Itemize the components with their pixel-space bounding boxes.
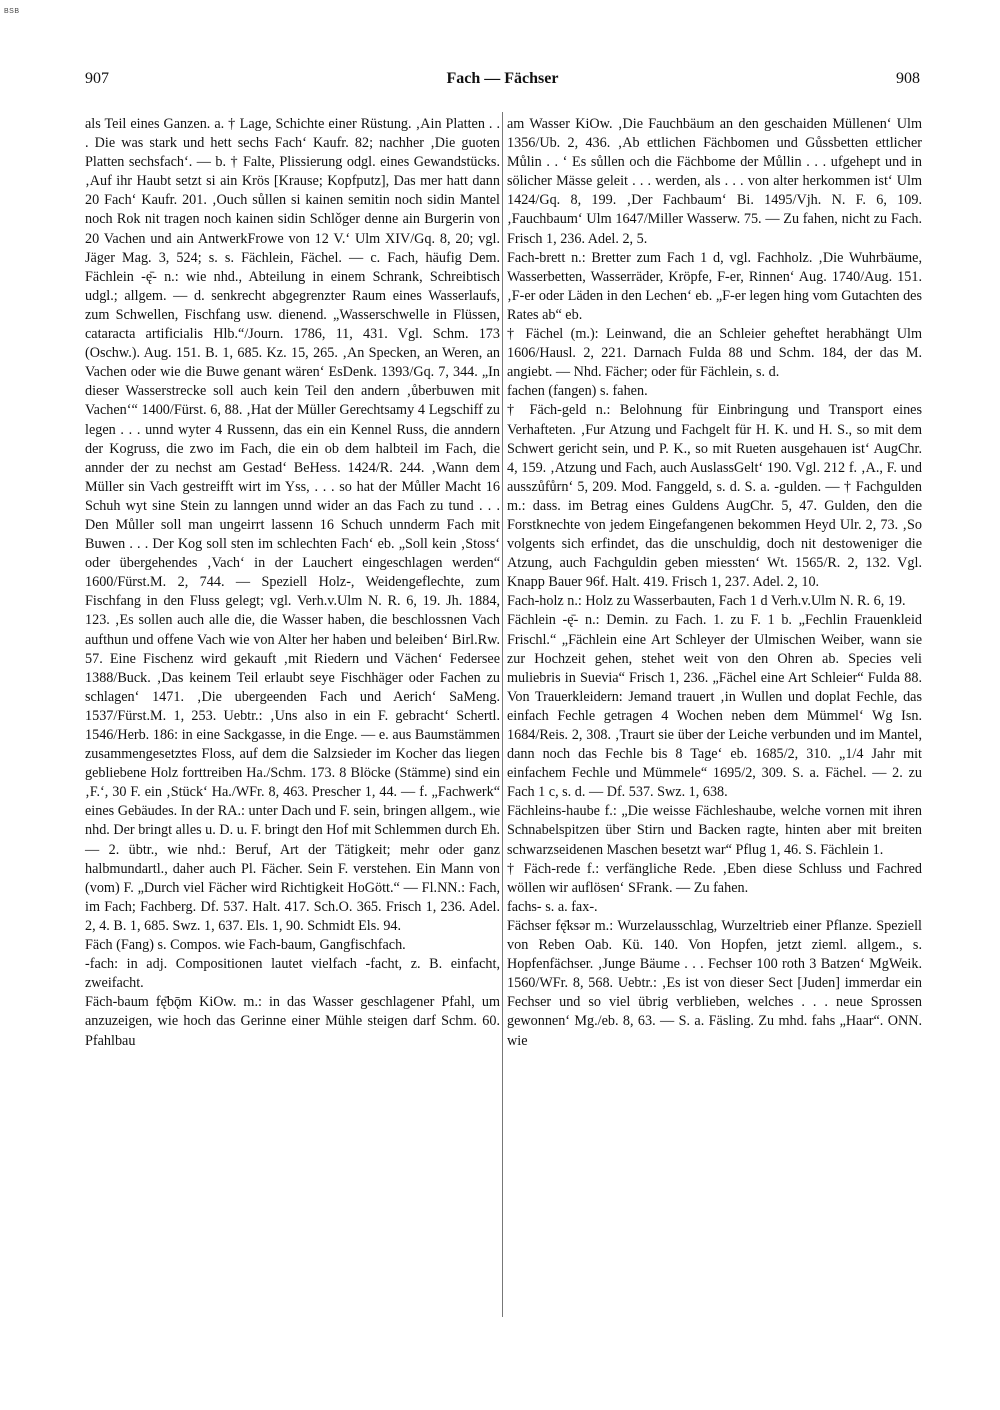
dictionary-entry: Fächser fę̄ksər m.: Wurzelausschlag, Wurzeltrieb einer Pflanze. Speziell von Reben Oab. Kü. 140. Von Hopfen, jetzt zieml. allgem., s. Hopfenfächser. ‚Junge Bäume . . . Fechser 100 roth 3 Batzen‘ MgWeik. 1560/WFr. 8, 568. Uebtr.: ‚Es ist von dieser Sect [Juden] immerdar ein Fechser und so viel übrig verblieben, welches . . . neue Sprossen gewonnen‘ Mg./eb. 8, 63. — S. a. Fäsling. Zu mhd. fahs „Haar“. ONN. wie	[507, 917, 922, 1049]
dictionary-entry: Fächlein -ę̄- n.: Demin. zu Fach. 1. zu F. 1 b. „Fechlin Frauenkleid Frischl.“ „Fächlein eine Art Schleyer der Ulmischen Weiber, wann sie zur Hochzeit gehen, stehet weit von den Ohren ab. Species veli muliebris in Suevia“ Frisch 1, 236. „Fächel eine Art Schleier“ Fulda 88. Von Trauerkleidern: Jemand trauert ‚in Wullen und doplat Fechle, das einfach Fechle getragen 4 Wochen neben dem Mümmel‘ Wg Isn. 1684/Reis. 2, 308. ‚Traurt sie über der Leiche verbunden und im Mantel, dann noch das Fechle bis 8 Tage‘ eb. 1685/2, 310. „1/4 Jahr mit einfachem Fechle und Mümmele“ 1695/2, 309. S. a. Fächel. — 2. zu Fach 1 c, s. d. — Df. 537. Swz. 1, 638.	[507, 612, 922, 801]
dictionary-entry: fachs- s. a. fax-.	[507, 898, 598, 915]
dictionary-entry: Fach-brett n.: Bretter zum Fach 1 d, vgl. Fachholz. ‚Die Wuhrbäume, Wasserbetten, Wasserräder, Kröpfe, F-er, Rinnen‘ Aug. 1740/Aug. 151. ‚F-er oder Läden in den Lechen‘ eb. „F-er legen hing vom Gutachten des Rates ab“ eb.	[507, 249, 922, 323]
page-header	[85, 70, 920, 92]
right-page-number: 908	[896, 70, 920, 87]
dictionary-entry: -fach: in adj. Compositionen lautet vielfach -facht, z. B. einfacht, zweifacht.	[85, 956, 500, 992]
dictionary-entry: am Wasser KiOw. ‚Die Fauchbäum an den geschaiden Müllenen‘ Ulm 1356/Ub. 2, 436. ‚Ab ettlichen Fächbomen und Gůssbetten ettlicher Můlin . . ‘ Es sůllen och die Fächbome der Můllin . . . ufgehept und in sölicher Mässe geleit . . . werden, als . . . von alter herkommen ist‘ Ulm 1424/Gq. 8, 199. ‚Der Fachbaum‘ Bi. 1495/Vjh. N. F. 6, 109. ‚Fauchbaum‘ Ulm 1647/Miller Wasserw. 75. — Zu fahen, nicht zu Fach. Frisch 1, 236. Adel. 2, 5.	[507, 116, 922, 247]
left-page-number: 907	[85, 70, 109, 87]
left-column	[85, 115, 500, 1051]
dictionary-entry: Fächleins-haube f.: „Die weisse Fächleshaube, welche vornen mit ihren Schnabelspitzen über Stirn und Backen ragte, hinten aber mit breiten schwarzseidenen Maschen besetzt war“ Pflug 1, 46. S. Fächlein 1.	[507, 803, 922, 858]
dictionary-entry: † Fäch-rede f.: verfängliche Rede. ‚Eben diese Schluss und Fachred wöllen wir auflösen‘ SFrank. — Zu fahen.	[507, 860, 922, 896]
page-title: Fach — Fächser	[446, 70, 559, 87]
library-stamp: BSB	[4, 8, 20, 15]
dictionary-entry: † Fächel (m.): Leinwand, die an Schleier geheftet herabhängt Ulm 1606/Hausl. 2, 221. Darnach Fulda 88 und Schm. 184, der das M. angiebt. — Nhd. Fächer; oder für Fächlein, s. d.	[507, 326, 922, 381]
dictionary-entry: Fäch (Fang) s. Compos. wie Fach-baum, Gangfischfach.	[85, 937, 406, 954]
dictionary-entry: Fäch-baum fę̄bǭm KiOw. m.: in das Wasser geschlagener Pfahl, um anzuzeigen, wie hoch das Gerinne einer Mühle steigen darf Schm. 60. Pfahlbau	[85, 994, 500, 1049]
right-column	[507, 115, 922, 1051]
dictionary-entry: fachen (fangen) s. fahen.	[507, 383, 648, 400]
dictionary-entry: Fach-holz n.: Holz zu Wasserbauten, Fach 1 d Verh.v.Ulm N. R. 6, 19.	[507, 593, 906, 610]
dictionary-entry: als Teil eines Ganzen. a. † Lage, Schichte einer Rüstung. ‚Ain Platten . . . Die was stark und hett sechs Fach‘ Kaufr. 82; nachher ‚Die guoten Platten sechsfach‘. — b. † Falte, Plissierung odgl. eines Gewandstücks. ‚Auf ihr Haubt setzt si ain Krös [Krause; Kopfputz], Das mer hatt dann 20 Fach‘ Kaufr. 201. ‚Ouch sůllen si kainen semitin noch sidin Mantel noch Rok nit tragen noch kainen sidin Schlǒger denne ain Burgerin von 20 Vachen und ain AntwerkFrowe von 12 V.‘ Ulm XIV/Gq. 8, 20; vgl. Jäger Mag. 3, 524; s. s. Fächlein, Fächel. — c. Fach, häufig Dem. Fächlein -ę̄- n.: wie nhd., Abteilung in einem Schrank, Schreibtisch udgl.; allgem. — d. senkrecht abgegrenzter Raum eines Wasserlaufs, zum Schwellen, Fischfang usw. dienend. „Wasserschwelle in Flüssen, cataracta artificialis Hlb.“/Journ. 1786, 11, 431. Vgl. Schm. 173 (Oschw.). Aug. 151. B. 1, 685. Kz. 15, 265. ‚An Specken, an Weren, an Vachen oder wie die Buwe genant wären‘ EsDenk. 1393/Gq. 7, 344. „In dieser Wasserstrecke soll auch kein Teil den andern ‚ůberbuwen mit Vachen‘“ 1400/Fürst. 6, 88. ‚Hat der Müller Gerechtsamy 4 Legschiff zu legen . . . unnd wyter 4 Russenn, das ein ein Kennel Russ, die anndern der Kogruss, die zwo im Fach, die ein ob dem halbteil im Fach, die annder der zu nechst am Gestad‘ BeHess. 1424/R. 244. ‚Wann dem Müller sin Vach gestreifft wirt im Yss, . . . so hat der Můller Macht 16 Schuh wyt sine Stein zu lanngen unnd wider an das Fach zu tund . . . Den Můller soll man ungeirrt lassenn 16 Schuch unnderm Fach mit Buwen . . . Der Kog soll sten im schlechten Fach‘ eb. „Soll kein ‚Stoss‘ oder übergehendes ‚Vach‘ in der Lauchert eingeschlagen werden“ 1600/Fürst.M. 2, 744. — Speziell Holz-, Weidengeflechte, zum Fischfang in den Fluss gelegt; vgl. Verh.v.Ulm N. R. 6, 19. Jh. 1884, 123. ‚Es sollen auch alle die, die Wasser haben, die beschlossnen Vach aufthun und offene Vach wie von Alter her haben und beleiben‘ Birl.Rw. 57. Eine Fischenz wird gekauft ‚mit Riedern und Vächen‘ Federsee 1388/Buck. ‚Das keinem Teil erlaubt seye Fischhäger oder Fachen zu schlagen‘ 1471. ‚Die ubergeenden Fach und Aerich‘ SaMeng. 1537/Fürst.M. 1, 253. Uebtr.: ‚Uns also in ein F. gebracht‘ Schertl. 1546/Herb. 186: in eine Sackgasse, in die Enge. — e. aus Baumstämmen zusammengesetztes Floss, auf dem die Salzsieder im Kocher das liegen gebliebene Holz forttreiben Ha./Schm. 173. 8 Blöcke (Stämme) sind ein ‚F.‘, 30 F. ein ‚Stück‘ Ha./WFr. 8, 463. Prescher 1, 44. — f. „Fachwerk“ eines Gebäudes. In der RA.: unter Dach und F. sein, bringen allgem., wie nhd. Der bringt alles u. D. u. F. bringt den Hof mit Schlemmen durch Eh. — 2. übtr., wie nhd.: Beruf, Art der Tätigkeit; mehr oder ganz halbmundartl., daher auch Pl. Fächer. Sein F. verstehen. Ein Mann von (vom) F. „Durch viel Fächer wird Richtigkeit HoGött.“ — Fl.NN.: Fach, im Fach; Fachberg. Df. 537. Halt. 417. Sch.O. 365. Frisch 1, 236. Adel. 2, 4. B. 1, 685. Swz. 1, 637. Els. 1, 90. Schmidt Els. 94.	[85, 116, 500, 934]
column-divider	[502, 112, 503, 1317]
dictionary-entry: † Fäch-geld n.: Belohnung für Einbringung und Transport eines Verhafteten. ‚Fur Atzung und Fachgelt für H. K. und H. S., so mit dem Schwert gericht sein, und P. K., so mit Rueten ausgehauen ist‘ AugChr. 4, 159. ‚Atzung und Fach, auch AuslassGelt‘ 190. Vgl. 212 f. ‚A., F. und ausszůfůrn‘ 5, 209. Mod. Fanggeld, s. d. S. a. -gulden. — † Fachgulden m.: dass. im Betrag eines Guldens AugChr. 5, 47. Gulden, den die Forstknechte von jedem Eingefangenen bekommen Heyd Ulr. 2, 73. ‚So volgents sich erfindet, das die unschuldig, doch nit destoweniger die Atzung, auch Fachguldin geben miessten‘ Wt. 1565/R. 2, 132. Vgl. Knapp Bauer 96f. Halt. 419. Frisch 1, 237. Adel. 2, 10.	[507, 402, 922, 591]
